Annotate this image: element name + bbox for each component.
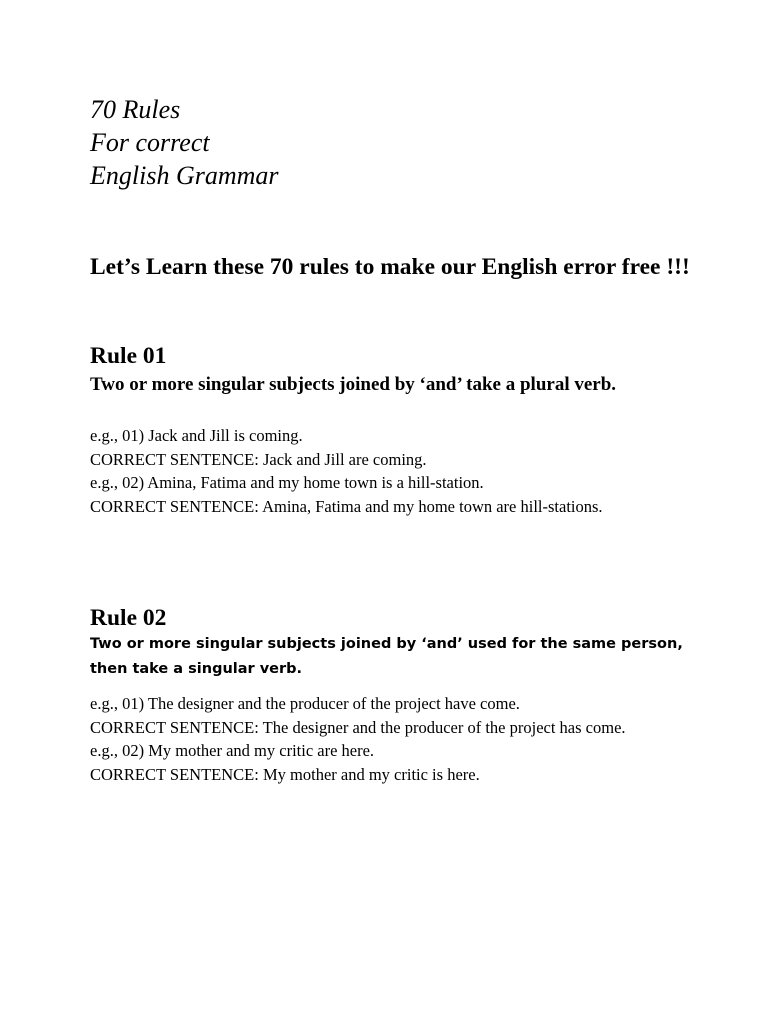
rule-statement: Two or more singular subjects joined by ‘and’ used for the same person, then take a singular verb. xyxy=(90,636,683,677)
correct-sentence-line xyxy=(90,495,690,519)
example-text: : Jack and Jill are coming. xyxy=(254,449,427,469)
intro-heading: Let’s Learn these 70 rules to make our English error free !!! xyxy=(90,254,690,280)
example-text: e.g., 01) Jack and Jill is coming. xyxy=(90,426,303,445)
correct-sentence-line xyxy=(90,448,690,472)
example-text: e.g., 01) The designer and the producer of the project have come. xyxy=(90,694,520,713)
correct-sentence-label: CORRECT SENTENCE xyxy=(90,449,255,469)
title-line: English Grammar xyxy=(90,161,279,190)
example-line xyxy=(90,739,690,763)
title-line: 70 Rules xyxy=(90,95,181,124)
rule-statement: Two or more singular subjects joined by ‘and’ take a plural verb. xyxy=(90,374,617,395)
example-line xyxy=(90,471,690,495)
correct-sentence-label: CORRECT SENTENCE xyxy=(90,496,255,516)
correct-sentence-line xyxy=(90,763,690,787)
correct-sentence-line xyxy=(90,716,690,740)
example-text: : My mother and my critic is here. xyxy=(254,764,480,784)
rule-heading: Rule 02 xyxy=(90,605,167,631)
rule-examples xyxy=(90,424,690,518)
title-line: For correct xyxy=(90,128,210,157)
example-text: e.g., 02) My mother and my critic are here. xyxy=(90,741,375,760)
rule-examples xyxy=(90,692,690,786)
example-text: : Amina, Fatima and my home town are hill-stations. xyxy=(254,496,603,516)
rule-heading: Rule 01 xyxy=(90,343,167,369)
correct-sentence-label: CORRECT SENTENCE xyxy=(90,717,255,737)
example-text: e.g., 02) Amina, Fatima and my home town is a hill-station. xyxy=(90,473,484,492)
example-line xyxy=(90,692,690,716)
example-line xyxy=(90,424,690,448)
document-title xyxy=(90,93,279,192)
correct-sentence-label: CORRECT SENTENCE xyxy=(90,764,255,784)
example-text: : The designer and the producer of the project has come. xyxy=(254,717,626,737)
